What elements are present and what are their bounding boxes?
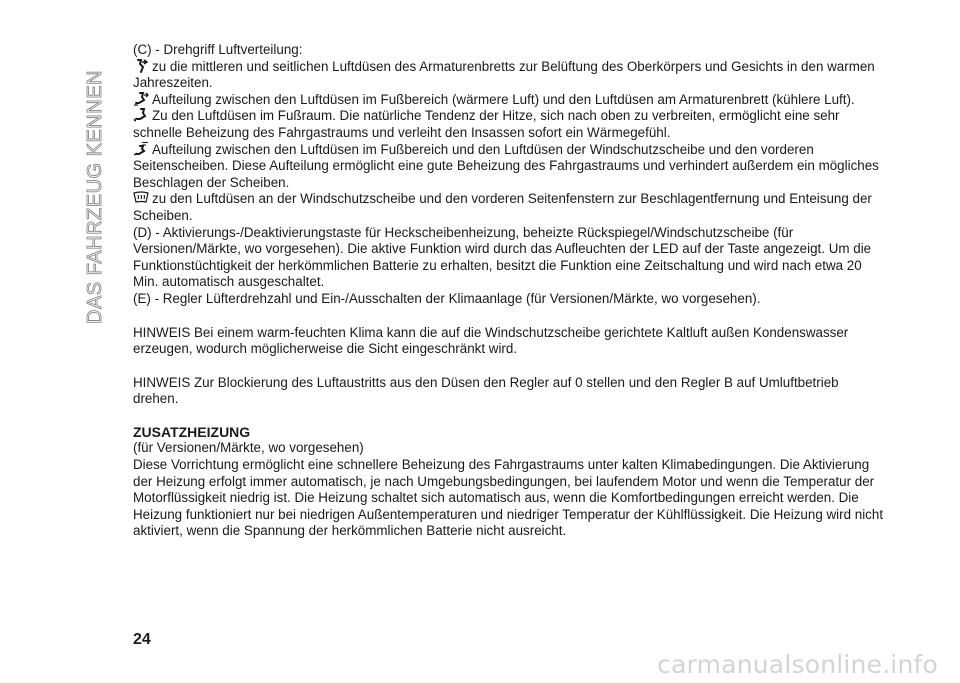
c-item-5-text: zu den Luftdüsen an der Windschutzscheibe und den vorderen Seitenfenstern zur Beschlagentfernung und Enteisung der Scheiben. <box>133 191 872 223</box>
c-item-5 <box>133 191 885 224</box>
c-title: (C) - Drehgriff Luftverteilung: <box>133 42 303 57</box>
c-item-4 <box>133 142 885 192</box>
chapter-title: DAS FAHRZEUG KENNEN <box>84 70 106 324</box>
d-paragraph: (D) - Aktivierungs-/Deaktivierungstaste für Heckscheibenheizung, beheizte Rückspiegel/Windschutzscheibe (für Versionen/Märkte, wo vorgesehen). Die aktive Funktion wird durch das Aufleuchten der LED auf der Taste angezeigt. Um die Funktionstüchtigkeit der herkömmlichen Batterie zu erhalten, besitzt die Funktion eine Zeitschaltung und wird nach etwa 20 Min. automatisch ausgeschaltet. <box>133 224 872 290</box>
section-body: Diese Vorrichtung ermöglicht eine schnellere Beheizung des Fahrgastraums unter kalten Klimabedingungen. Die Aktivierung der Heizung erfolgt immer automatisch, je nach Umgebungsbedingungen, bei laufendem Motor und wenn die Temperatur der Motorflüssigkeit niedrig ist. Die Heizung schaltet sich automatisch aus, wenn die Komfortbedingungen erreicht werden. Die Heizung funktioniert nur bei niedrigen Außentemperaturen und niedriger Temperatur der Kühlflüssigkeit. Die Heizung wird nicht aktiviert, wenn die Spannung der herkömmlichen Batterie nicht ausreicht. <box>133 457 884 539</box>
manual-content <box>133 42 885 540</box>
c-item-4-text: Aufteilung zwischen den Luftdüsen im Fußbereich und den Luftdüsen der Windschutzscheibe und den vorderen Seitenscheiben. Diese Aufteilung ermöglicht eine gute Beheizung des Fahrgastraums und verhindert außerdem ein mögliches Beschlagen der Scheiben. <box>133 141 879 190</box>
c-item-2-text: Aufteilung zwischen den Luftdüsen im Fußbereich (wärmere Luft) und den Luftdüsen am Armaturenbrett (kühlere Luft). <box>152 91 855 107</box>
air-feet-icon <box>133 108 149 122</box>
page-number: 24 <box>133 631 151 648</box>
air-feet-windshield-icon <box>133 142 149 156</box>
air-face-feet-icon <box>133 92 149 106</box>
windshield-defrost-icon <box>133 191 149 205</box>
section-subheading: (für Versionen/Märkte, wo vorgesehen) <box>133 440 364 456</box>
e-paragraph: (E) - Regler Lüfterdrehzahl und Ein-/Ausschalten der Klimaanlage (für Versionen/Märkte, wo vorgesehen). <box>133 290 761 306</box>
note-1: HINWEIS Bei einem warm-feuchten Klima kann die auf die Windschutzscheibe gerichtete Kaltluft außen Kondenswasser erzeugen, wodurch möglicherweise die Sicht eingeschränkt wird. <box>133 324 849 357</box>
c-item-1-text: zu die mittleren und seitlichen Luftdüsen des Armaturenbretts zur Belüftung des Oberkörpers und Gesichts in den warmen Jahreszeiten. <box>133 58 875 91</box>
c-item-1 <box>133 59 885 92</box>
watermark: carmanualsonline.info <box>657 650 938 679</box>
note-2: HINWEIS Zur Blockierung des Luftaustritts aus den Düsen den Regler auf 0 stellen und den Regler B auf Umluftbetrieb drehen. <box>133 374 839 407</box>
air-face-icon <box>133 59 149 73</box>
c-item-3 <box>133 108 885 141</box>
c-item-2 <box>133 92 885 109</box>
c-item-3-text: Zu den Luftdüsen im Fußraum. Die natürliche Tendenz der Hitze, sich nach oben zu verbreiten, ermöglicht eine sehr schnelle Beheizung des Fahrgastraums und verleiht den Insassen sofort ein Wärmegefühl. <box>133 108 840 140</box>
section-heading: ZUSATZHEIZUNG <box>133 423 251 440</box>
